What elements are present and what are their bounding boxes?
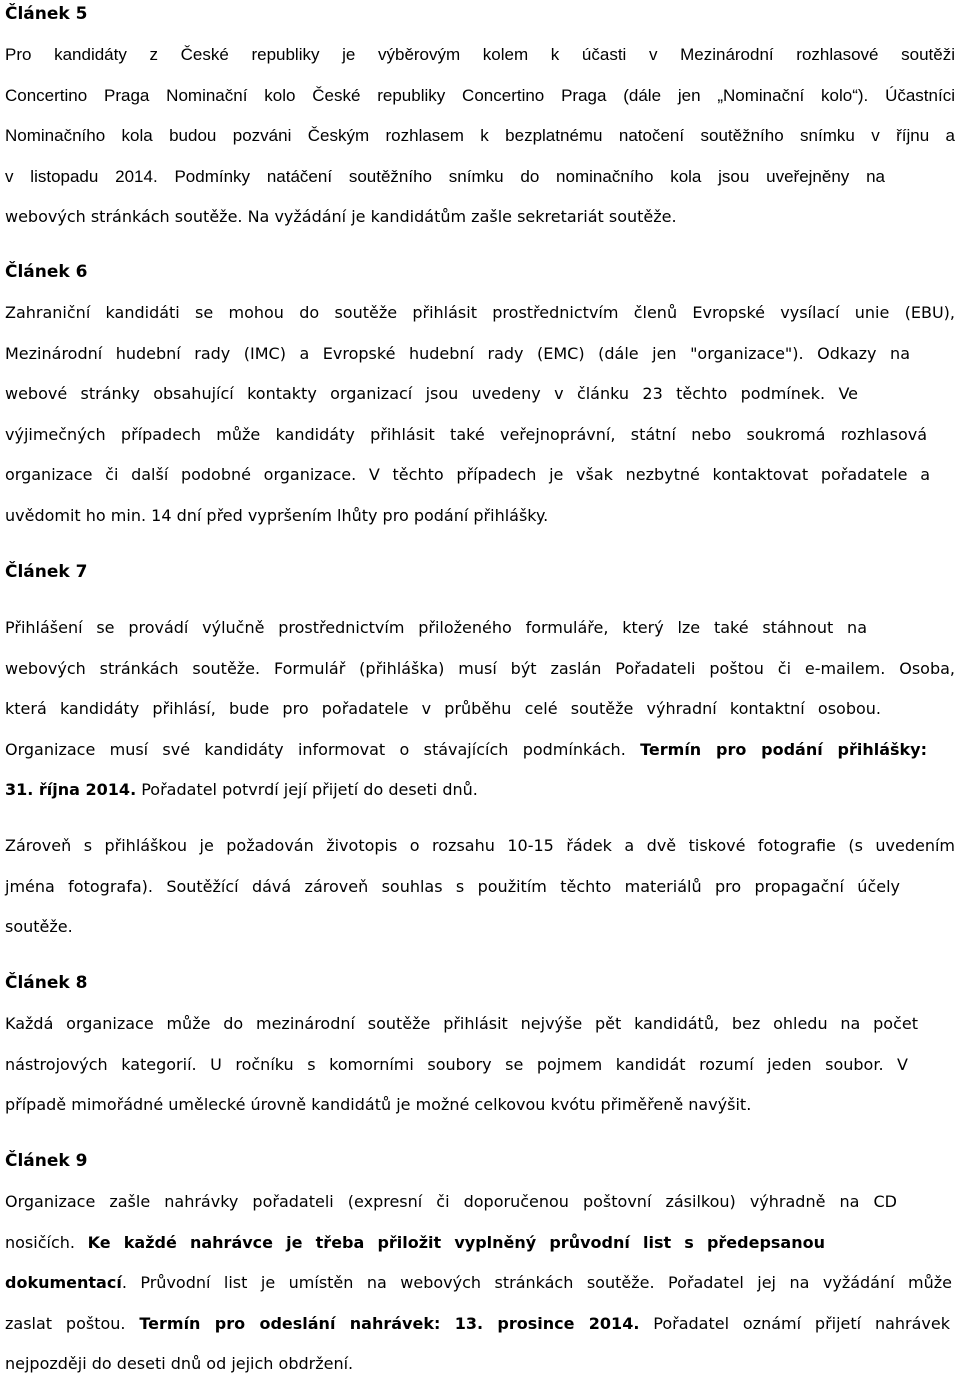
heading-clanek-9: Článek 9 [5,1151,88,1171]
heading-clanek-7: Článek 7 [5,562,88,582]
clanek-9-text [5,1182,955,1385]
clanek-6-text [5,293,955,536]
text-line-part: Pořadatel oznámí přijetí nahrávek [639,1313,951,1333]
text-line [5,455,930,496]
text-line [5,1263,952,1304]
text-line-part: v listopadu 2014. Podmínky natáčení soutěžního snímku do nominačního kola jsou uveřejněny na [5,166,885,186]
text-line [5,334,910,375]
text-line: nejpozději do deseti dnů od jejich obdržení. [5,1354,354,1373]
text-line-part: Organizace musí své kandidáty informovat o stávajících podmínkách. [5,739,641,759]
text-line-part: nástrojových kategorií. U ročníku s komorními soubory se pojmem kandidát rozumí jeden soubor. V [5,1054,908,1074]
text-line: webových stránkách soutěže. Formulář (přihláška) musí být zaslán Pořadateli poštou či e-mailem. Osoba, [5,658,955,678]
text-line-part: Přihlášení se provádí výlučně prostřednictvím přiloženého formuláře, který lze také stáhnout na [5,618,867,637]
clanek-7-text-2 [5,826,955,948]
text-line [5,770,955,811]
text-line-part: Organizace zašle nahrávky pořadateli (expresní či doporučenou poštovní zásilkou) výhradně na CD [5,1192,897,1211]
text-line [5,608,867,649]
text-line [5,1304,950,1345]
clanek-8-text [5,1004,955,1126]
text-line: Zároveň s přihláškou je požadován životopis o rozsahu 10-15 řádek a dvě tiskové fotografie (s uvedením [5,836,955,855]
text-line [5,1004,918,1045]
text-line [5,157,885,198]
heading-clanek-5: Článek 5 [5,4,88,24]
text-line-part: Pořadatel potvrdí její přijetí do deseti dnů. [136,780,478,799]
text-line: uvědomit ho min. 14 dní před vypršením lhůty pro podání přihlášky. [5,505,549,525]
text-line [5,374,858,415]
text-line-part: Každá organizace může do mezinárodní soutěže přihlásit nejvýše pět kandidátů, bez ohledu na počet [5,1014,918,1033]
text-line: Concertino Praga Nominační kolo České republiky Concertino Praga (dále jen „Nominační kolo“). Účastníci [5,85,955,105]
text-line [5,689,881,730]
deadline-application-date: 31. října 2014. [5,780,137,799]
text-line: případě mimořádné umělecké úrovně kandidátů je možné celkovou kvótu přiměřeně navýšit. [5,1095,752,1114]
text-line: Nominačního kola budou pozváni Českým rozhlasem k bezplatnému natočení soutěžního snímku v říjnu a [5,126,955,145]
clanek-7-text [5,608,955,811]
heading-clanek-8: Článek 8 [5,973,88,993]
text-line-part: nosičích. [5,1232,88,1252]
deadline-application-label: Termín pro podání přihlášky: [640,739,928,759]
text-line: webových stránkách soutěže. Na vyžádání je kandidátům zašle sekretariát soutěže. [5,207,677,226]
text-line-part: Mezinárodní hudební rady (IMC) a Evropské hudební rady (EMC) (dále jen "organizace"). Odkazy na [5,343,910,363]
text-line-part: která kandidáty přihlásí, bude pro pořadatele v průběhu celé soutěže výhradní kontaktní osobou. [5,699,881,718]
clanek-5-text [5,35,955,238]
heading-clanek-6: Článek 6 [5,262,88,282]
text-line-part: . Průvodní list je umístěn na webových stránkách soutěže. Pořadatel jej na vyžádání může [121,1273,952,1292]
text-line [5,1223,825,1264]
text-line [5,867,900,908]
attachment-requirement-end: dokumentací [5,1273,122,1292]
attachment-requirement: Ke každé nahrávce je třeba přiložit vyplněný průvodní list s předepsanou [87,1232,826,1252]
text-line [5,1182,897,1223]
text-line [5,415,927,456]
text-line [5,730,927,771]
text-line: Zahraniční kandidáti se mohou do soutěže přihlásit prostřednictvím členů Evropské vysílací unie (EBU), [5,303,955,322]
text-line-part: webové stránky obsahující kontakty organizací jsou uvedeny v článku 23 těchto podmínek. Ve [5,384,858,403]
text-line [5,1045,908,1086]
text-line-part: výjimečných případech může kandidáty přihlásit také veřejnoprávní, státní nebo soukromá rozhlasová [5,424,927,444]
deadline-recordings: Termín pro odeslání nahrávek: 13. prosince 2014. [139,1313,640,1333]
text-line: Pro kandidáty z České republiky je výběrovým kolem k účasti v Mezinárodní rozhlasové soutěži [5,45,955,64]
text-line-part: zaslat poštou. [5,1313,140,1333]
text-line-part: organizace či další podobné organizace. V těchto případech je však nezbytné kontaktovat pořadatele a [5,465,930,484]
text-line: soutěže. [5,917,73,936]
text-line-part: jména fotografa). Soutěžící dává zároveň souhlas s použitím těchto materiálů pro propagační účely [5,876,900,896]
